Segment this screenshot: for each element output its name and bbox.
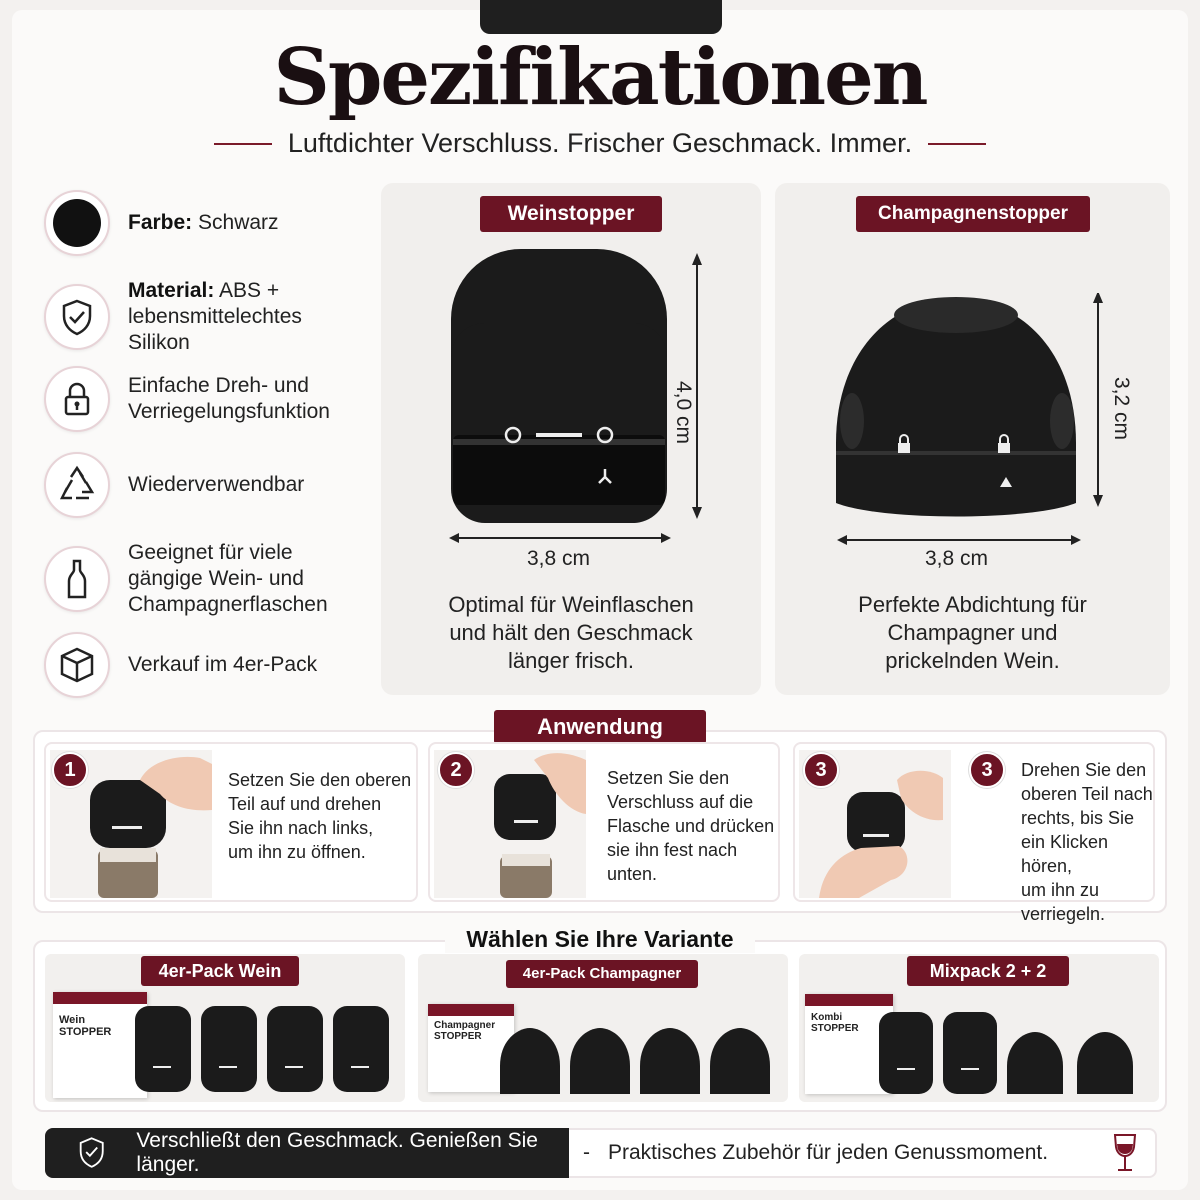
subtitle-rule-left xyxy=(214,143,272,145)
footer-right xyxy=(583,1128,1138,1178)
footer-left-text: Verschließt den Geschmack. Genießen Sie länger. xyxy=(136,1129,538,1176)
step-1-line2: Teil auf und drehen xyxy=(228,794,382,814)
usage-step-2 xyxy=(428,742,780,902)
variant-wine-card[interactable] xyxy=(45,954,405,1102)
spec-reusable-text: Wiederverwendbar xyxy=(128,473,305,496)
spec-reusable xyxy=(44,452,304,518)
recycle-icon xyxy=(44,452,110,518)
shield-check-icon xyxy=(44,284,110,350)
step-3-line3: rechts, bis Sie xyxy=(1021,808,1135,828)
variant-champagne-box-line2: STOPPER xyxy=(434,1031,482,1042)
wine-desc-line1: Optimal für Weinflaschen xyxy=(448,592,694,617)
champagne-desc-line3: prickelnden Wein. xyxy=(885,648,1060,673)
wine-desc-line2: und hält den Geschmack xyxy=(449,620,693,645)
champagne-stopper-card xyxy=(775,183,1170,695)
wine-stopper-card xyxy=(381,183,761,695)
wine-description xyxy=(381,591,761,675)
step-3-line2: oberen Teil nach xyxy=(1021,784,1153,804)
step-1-number: 1 xyxy=(52,752,88,788)
step-2-line4: sie ihn fest nach xyxy=(607,840,738,860)
variant-wine-label: 4er-Pack Wein xyxy=(141,956,299,986)
lock-icon xyxy=(44,366,110,432)
variant-wine-box-line2: STOPPER xyxy=(59,1026,112,1038)
step-2-text xyxy=(607,766,774,886)
step-2-line3: Flasche und drücken xyxy=(607,816,775,836)
wine-width-arrow xyxy=(447,531,673,545)
subtitle-rule-right xyxy=(928,143,986,145)
shield-check-icon xyxy=(77,1135,106,1171)
champagne-height-label: 3,2 cm xyxy=(1110,377,1133,441)
wine-width-label: 3,8 cm xyxy=(527,547,591,570)
page-title: Spezifikationen xyxy=(273,32,927,123)
champagne-width-label: 3,8 cm xyxy=(925,547,989,570)
variant-champagne-card[interactable] xyxy=(418,954,788,1102)
wine-height-label: 4,0 cm xyxy=(672,381,695,445)
variant-wine-box-line1: Wein xyxy=(59,1014,86,1026)
step-2-line5: unten. xyxy=(607,864,658,884)
variant-champagne-label: 4er-Pack Champagner xyxy=(506,960,698,988)
step-3-line5: um ihn zu xyxy=(1021,880,1100,900)
usage-step-1 xyxy=(44,742,418,902)
step-2-line1: Setzen Sie den xyxy=(607,768,730,788)
step-3-line6: verriegeln. xyxy=(1021,904,1106,924)
spec-pack xyxy=(44,632,317,698)
variants-title: Wählen Sie Ihre Variante xyxy=(445,926,755,953)
wine-desc-line3: länger frisch. xyxy=(508,648,634,673)
step-3-line4: ein Klicken hören, xyxy=(1021,832,1109,876)
champagne-desc-line1: Perfekte Abdichtung für xyxy=(858,592,1087,617)
step-1-line4: um ihn zu öffnen. xyxy=(228,842,366,862)
variant-mix-box-line2: STOPPER xyxy=(811,1023,859,1034)
spec-color-label: Farbe: xyxy=(128,211,193,234)
step-2-number: 2 xyxy=(438,752,474,788)
variant-wine-stoppers xyxy=(131,1004,401,1094)
spec-lock-line1: Einfache Dreh- und xyxy=(128,374,309,397)
step-1-line3: Sie ihn nach links, xyxy=(228,818,374,838)
step-3-text xyxy=(1021,758,1153,926)
spec-pack-text: Verkauf im 4er-Pack xyxy=(128,653,318,676)
spec-bottles-line3: Champagnerflaschen xyxy=(128,593,328,616)
champagne-description xyxy=(775,591,1170,675)
footer-right-text: Praktisches Zubehör für jeden Genussmoment. xyxy=(608,1141,1049,1164)
champagne-stopper-label: Champagnenstopper xyxy=(856,196,1090,232)
bottle-icon xyxy=(44,546,110,612)
spec-material-value: ABS + xyxy=(219,279,280,302)
champagne-desc-line2: Champagner und xyxy=(887,620,1058,645)
variant-mix-label: Mixpack 2 + 2 xyxy=(907,956,1069,986)
spec-bottles xyxy=(44,540,328,618)
variant-champagne-box-line1: Champagner xyxy=(434,1020,496,1031)
step-3-number: 3 xyxy=(969,752,1005,788)
variant-champagne-stoppers xyxy=(498,1026,783,1096)
spec-lock xyxy=(44,366,330,432)
spec-material-line3: Silikon xyxy=(128,331,190,354)
spec-color-value: Schwarz xyxy=(198,211,279,234)
champagne-stopper-image xyxy=(830,293,1130,533)
variant-mix-stoppers xyxy=(877,1010,1157,1096)
spec-bottles-line2: gängige Wein- und xyxy=(128,567,304,590)
footer-dark-panel xyxy=(45,1128,569,1178)
page-subtitle: Luftdichter Verschluss. Frischer Geschmack. Immer. xyxy=(287,128,913,158)
top-tab xyxy=(480,0,722,34)
spec-lock-line2: Verriegelungsfunktion xyxy=(128,400,330,423)
spec-color xyxy=(44,190,279,256)
wine-stopper-label: Weinstopper xyxy=(480,196,662,232)
step-3-line1: Drehen Sie den xyxy=(1021,760,1147,780)
spec-material xyxy=(44,278,302,356)
variant-mix-card[interactable] xyxy=(799,954,1159,1102)
usage-title: Anwendung xyxy=(494,710,706,744)
footer-dash: - xyxy=(583,1141,590,1164)
step-3-photo-number: 3 xyxy=(803,752,839,788)
variant-mix-box-line1: Kombi xyxy=(811,1012,843,1023)
step-1-line1: Setzen Sie den oberen xyxy=(228,770,412,790)
spec-material-line2: lebensmittelechtes xyxy=(128,305,302,328)
step-1-text xyxy=(228,768,411,864)
usage-step-3 xyxy=(793,742,1155,924)
subtitle-row xyxy=(0,128,1200,159)
step-2-line2: Verschluss auf die xyxy=(607,792,754,812)
wine-glass-icon xyxy=(1112,1133,1138,1173)
black-circle-icon xyxy=(44,190,110,256)
spec-bottles-line1: Geeignet für viele xyxy=(128,541,293,564)
spec-material-label: Material: xyxy=(128,279,215,302)
box-icon xyxy=(44,632,110,698)
wine-stopper-image xyxy=(441,243,741,553)
champagne-width-arrow xyxy=(835,533,1083,547)
